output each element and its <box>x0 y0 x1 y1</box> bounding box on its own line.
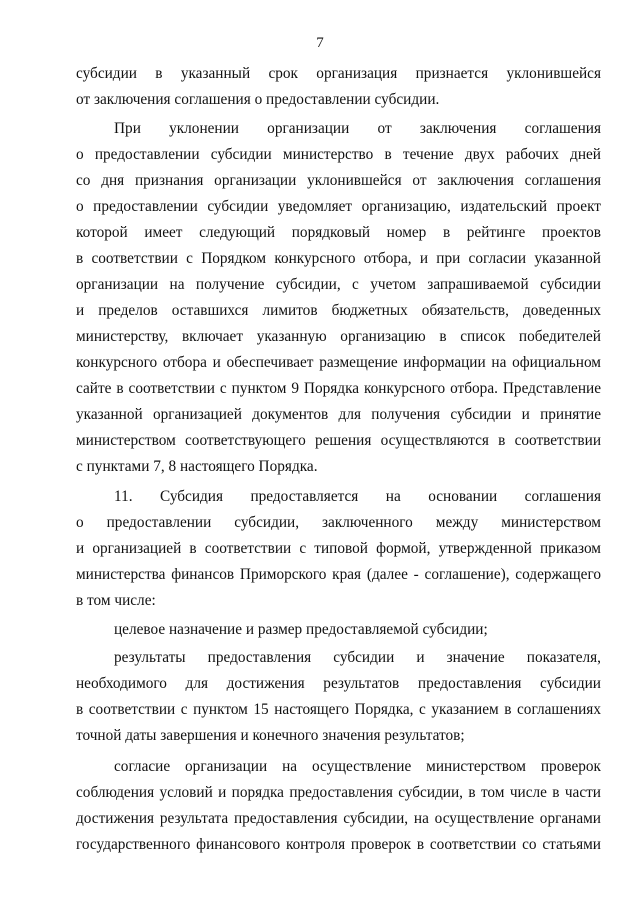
text-line: о предоставлении субсидии уведомляет организацию, издательский проект <box>76 198 601 215</box>
text-line: 11. Субсидия предоставляется на основании соглашения <box>114 488 601 505</box>
text-line: субсидии в указанный срок организация признается уклонившейся <box>76 65 601 82</box>
text-line: о предоставлении субсидии, заключенного между министерством <box>76 514 601 531</box>
text-line: точной даты завершения и конечного значения результатов; <box>76 727 465 744</box>
page-number: 7 <box>316 35 324 51</box>
text-line: с пунктами 7, 8 настоящего Порядка. <box>76 458 318 475</box>
text-line: целевое назначение и размер предоставляемой субсидии; <box>114 621 488 638</box>
text-line: организации на получение субсидии, с учетом запрашиваемой субсидии <box>76 276 601 293</box>
text-line: министерством соответствующего решения осуществляются в соответствии <box>76 432 601 449</box>
text-line: указанной организацией документов для получения субсидии и принятие <box>76 406 601 423</box>
text-line: в том числе: <box>76 592 156 609</box>
text-line: результаты предоставления субсидии и значение показателя, <box>114 649 601 666</box>
text-line: конкурсного отбора и обеспечивает размещение информации на официальном <box>76 354 601 371</box>
text-line: согласие организации на осуществление министерством проверок <box>114 758 601 775</box>
text-line: сайте в соответствии с пунктом 9 Порядка конкурсного отбора. Представление <box>76 380 601 397</box>
text-line: При уклонении организации от заключения соглашения <box>114 120 601 137</box>
text-line: в соответствии с пунктом 15 настоящего Порядка, с указанием в соглашениях <box>76 701 601 718</box>
text-line: соблюдения условий и порядка предоставления субсидии, в том числе в части <box>76 784 601 801</box>
text-line: о предоставлении субсидии министерство в течение двух рабочих дней <box>76 146 601 163</box>
text-line: достижения результата предоставления субсидии, на осуществление органами <box>76 810 601 827</box>
text-line: государственного финансового контроля проверок в соответствии со статьями <box>76 836 601 853</box>
text-line: и организацией в соответствии с типовой формой, утвержденной приказом <box>76 540 601 557</box>
text-line: министерству, включает указанную организацию в список победителей <box>76 328 601 345</box>
text-line: необходимого для достижения результатов предоставления субсидии <box>76 675 601 692</box>
text-line: в соответствии с Порядком конкурсного отбора, и при согласии указанной <box>76 250 601 267</box>
text-line: министерства финансов Приморского края (далее - соглашение), содержащего <box>76 566 601 583</box>
text-line: и пределов оставшихся лимитов бюджетных обязательств, доведенных <box>76 302 601 319</box>
text-line: со дня признания организации уклонившейся от заключения соглашения <box>76 172 601 189</box>
text-line: от заключения соглашения о предоставлении субсидии. <box>76 91 440 108</box>
text-line: которой имеет следующий порядковый номер в рейтинге проектов <box>76 224 601 241</box>
